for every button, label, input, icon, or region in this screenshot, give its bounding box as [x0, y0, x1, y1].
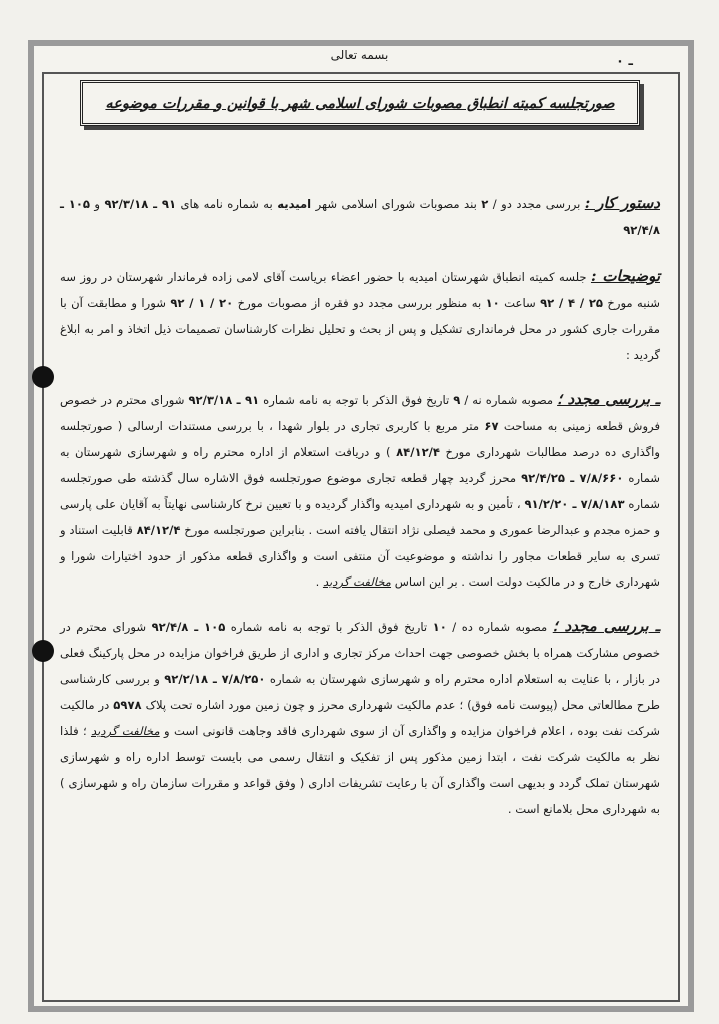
- review-2-plot: ۵۹۷۸: [113, 698, 142, 712]
- explanation-text-4: شورا و مطابقت آن با مقررات جاری کشور در محل فرمانداری تشکیل و پس از بحث و تحلیل نظرات کارشناسان تصمیمات ذیل اتخاذ و امر به ابلاغ گردید :: [60, 296, 660, 362]
- review-2-paragraph: [60, 613, 660, 822]
- review-1-paragraph: [60, 386, 660, 595]
- explanation-heading: توضیحات :: [590, 267, 660, 285]
- review-1-text-1: مصوبه شماره نه /: [460, 393, 558, 407]
- explanation-date: ۲۵ / ۴ / ۹۲: [540, 296, 603, 310]
- review-1-date-2: ۸۴/۱۲/۴: [136, 523, 181, 537]
- review-1-minutes: ۷/۸/۱۸۳ ـ ۹۱/۲/۲۰: [524, 497, 625, 511]
- top-mark: ۰ ـ: [616, 54, 633, 69]
- review-2-number: ۱۰: [432, 620, 447, 634]
- agenda-paragraph: [60, 190, 660, 243]
- agenda-city: امیدیه: [277, 197, 312, 211]
- review-2-text-4: و بررسی کارشناسی طرح مطالعاتی محل (پیوست نامه فوق) ؛ عدم مالکیت شهرداری محرز و چون زمین مورد اشاره تحت پلاک: [60, 672, 660, 712]
- review-1-number: ۹: [453, 393, 461, 407]
- bismillah-header: بسمه تعالی: [330, 48, 389, 62]
- review-2-text-1: مصوبه شماره ده /: [446, 620, 553, 634]
- agenda-letter-1: ۹۱ ـ ۹۲/۳/۱۸: [104, 197, 177, 211]
- review-2-text-3: شورای محترم در خصوص مشارکت همراه با بخش خصوصی جهت احداث مرکز تجاری و اداری از طریق فراخوان مزایده در محل پارکینگ فعلی در بازار ، با عنایت به استعلام اداره محترم راه و شهرسازی شهرستان به شماره: [60, 620, 660, 686]
- review-1-decision: مخالفت گردید: [322, 575, 392, 589]
- agenda-letter-2: ۱۰۵ ـ ۹۲/۴/۸: [60, 197, 660, 237]
- review-1-letter: ۹۱ ـ ۹۲/۳/۱۸: [188, 393, 260, 407]
- document-body: [60, 190, 660, 822]
- explanation-hour: ۱۰: [485, 296, 500, 310]
- document-title-text: صورتجلسه کمیته انطباق مصوبات شورای اسلامی شهر با قوانین و مقررات موضوعه: [105, 94, 615, 112]
- explanation-paragraph: [60, 263, 660, 368]
- punch-hole-bottom: [32, 640, 54, 662]
- review-1-text-9: .: [315, 575, 323, 589]
- review-2-text-5: در مالکیت شرکت نفت بوده ، اعلام فراخوان مزایده و واگذاری آن از سوی شهرداری فاقد وجاهت قانونی است و: [60, 698, 660, 738]
- review-1-date-1: ۸۴/۱۲/۴: [396, 445, 440, 459]
- agenda-count: ۲: [481, 197, 489, 211]
- review-1-text-4: متر مربع با کاربری تجاری در بلوار شهدا ، با بررسی مستندات ارسالی ( صورتجلسه واگذاری ده درصد مطالبات شهرداری مورخ: [60, 419, 661, 459]
- review-2-text-2: تاریخ فوق الذکر با توجه به نامه شماره: [225, 620, 433, 634]
- agenda-text-3: به شماره نامه های: [176, 197, 278, 211]
- review-2-inquiry: ۷/۸/۲۵۰ ـ ۹۲/۲/۱۸: [164, 672, 266, 686]
- explanation-text-2: ساعت: [499, 296, 541, 310]
- explanation-text-1: جلسه کمیته انطباق شهرستان امیدیه با حضور اعضاء بریاست آقای لامی زاده فرماندار شهرستان در روز سه شنبه مورخ: [60, 270, 660, 310]
- review-1-area: ۶۷: [484, 419, 499, 433]
- agenda-text-4: و: [89, 197, 105, 211]
- review-1-text-3: شورای محترم در خصوص فروش قطعه زمینی به مساحت: [60, 393, 660, 433]
- review-1-text-8: قابلیت استناد و تسری به سایر قطعات مجاور را نداشته و موضوعیت آن منتفی است و واگذاری قطعه مذکور از حدود اختیارات شورا و شهرداری خارج و در مالکیت دولت است . بر این اساس: [60, 523, 660, 589]
- punch-hole-top: [32, 366, 54, 388]
- review-1-text-2: تاریخ فوق الذکر با توجه به نامه شماره: [259, 393, 454, 407]
- review-2-heading: ـ بررسی مجدد ؛: [552, 617, 661, 635]
- review-1-text-7: ، تأمین و به شهرداری امیدیه واگذار گردیده و با تعیین نرخ کارشناسی نهایتاً به آقایان علی پارسی و حمزه مجدم و عبدالرضا عموری و محمد فیصلی نژاد انتقال یافته است . بنابراین صورتجلسه مورخ: [60, 497, 660, 537]
- agenda-text-1: بررسی مجدد دو /: [488, 197, 585, 211]
- review-1-text-5: ) و دریافت استعلام از اداره محترم راه و شهرسازی شهرستان به شماره: [60, 445, 661, 485]
- review-2-text-6: ؛ فلذا نظر به مالکیت شرکت نفت ، ابتدا زمین مذکور پس از تفکیک و انتقال رسمی می بایست توسط اداره راه و شهرسازی شهرستان تملک گردد و بدیهی است واگذاری آن با رعایت تشریفات اداری ( وفق قواعد و مقررات سازمان راه و شهرسازی ) به شهرداری محل بلامانع است .: [60, 724, 660, 816]
- review-2-letter: ۱۰۵ ـ ۹۲/۴/۸: [151, 620, 226, 634]
- agenda-text-2: بند مصوبات شورای اسلامی شهر: [311, 197, 482, 211]
- explanation-resolution-date: ۲۰ / ۱ / ۹۲: [170, 296, 234, 310]
- explanation-text-3: به منظور بررسی مجدد دو فقره از مصوبات مورخ: [233, 296, 486, 310]
- review-2-decision: مخالفت گردید: [91, 724, 160, 738]
- review-1-inquiry: ۷/۸/۶۶۰ ـ ۹۲/۴/۲۵: [521, 471, 624, 485]
- agenda-heading: دستور کار :: [584, 194, 660, 212]
- review-1-text-6: محرز گردید چهار قطعه تجاری موضوع صورتجلسه فوق الاشاره سال گذشته طی صورتجلسه شماره: [60, 471, 661, 511]
- document-title: [80, 80, 640, 126]
- review-1-heading: ـ بررسی مجدد ؛: [557, 390, 660, 408]
